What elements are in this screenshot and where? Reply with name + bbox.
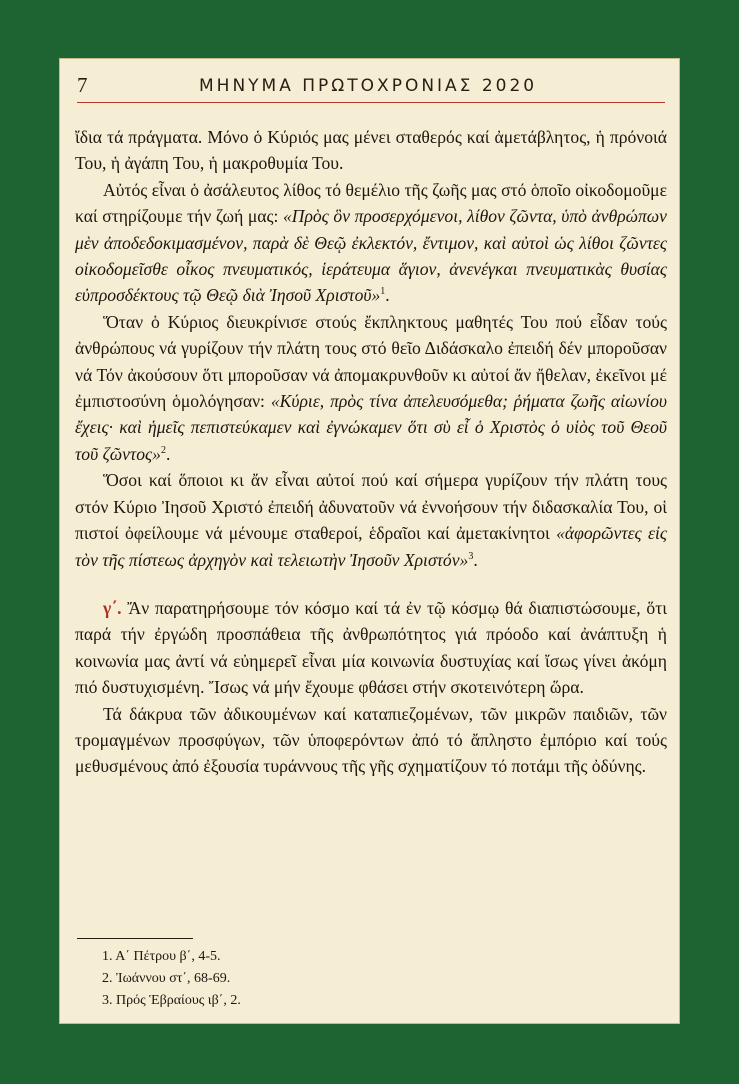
paragraph-1-text: ἴδια τά πράγματα. Μόνο ὁ Κύριός μας μένει σταθερός καί ἀμετάβλητος, ἡ πρόνοιά Του, ἡ ἀγάπη Του, ἡ μακροθυμία Του.: [75, 127, 667, 174]
paragraph-5-text: Ἄν παρατηρήσουμε τόν κόσμο καί τά ἐν τῷ κόσμῳ θά διαπιστώσουμε, ὅτι παρά τήν ἐργώδη προσπάθεια τῆς ἀνθρωπότητος γιά πρόοδο καί ἀνάπτυξη ἡ κοινωνία μας ἀντί νά εὐημερεῖ εἶναι μία κοινωνία δυστυχίας καί ἴσως γίνει ἀκόμη πιό δυστυχισμένη. Ἴσως νά μήν ἔχουμε φθάσει στήν σκοτεινότερη ὥρα.: [75, 597, 667, 698]
book-page: [59, 58, 680, 1024]
footnote-1: 1. Α΄ Πέτρου β΄, 4-5.: [102, 949, 221, 964]
paragraph-6: [75, 701, 667, 780]
running-title: ΜΗΝΥΜΑ ΠΡΩΤΟΧΡΟΝΙΑΣ 2020: [199, 76, 538, 96]
footnote-ref-1: 1: [380, 286, 386, 298]
paragraph-3-text: Ὅταν ὁ Κύριος διευκρίνισε στούς ἔκπληκτους μαθητές Του πού εἶδαν τούς ἀνθρώπους νά γυρίζουν τήν πλάτη τους στό θεῖο Διδάσκαλο ἐπειδή δέν μποροῦσαν νά Τόν ἀκούσουν ὅτι μποροῦσαν νά ἀπομακρυνθοῦν κι αὐτοί ἄν ἤθελαν, ἐκεῖνοι μέ ἐμπιστοσύνη ὁμολόγησαν:: [75, 311, 667, 412]
paragraph-1: [75, 124, 667, 177]
paragraph-2-text: Αὐτός εἶναι ὁ ἀσάλευτος λίθος τό θεμέλιο τῆς ζωῆς μας στό ὁποῖο οἰκοδομοῦμε καί στηρίζουμε τήν ζωή μας:: [75, 179, 667, 227]
paragraph-3-end: .: [165, 443, 171, 464]
page-body: [75, 124, 667, 780]
paragraph-3: [75, 309, 667, 467]
paragraph-6-text: Τά δάκρυα τῶν ἀδικουμένων καί καταπιεζομένων, τῶν μικρῶν παιδιῶν, τῶν τρομαγμένων προσφύγων, τῶν ὑποφερόντων ἀπό τό ἄπληστο ἐμπόριο καί τούς μεθυσμένους ἀπό ἐξουσία τυράννους τῆς γῆς σχηματίζουν τό ποτάμι τῆς ὀδύνης.: [75, 703, 667, 777]
paragraph-4-end: .: [473, 549, 478, 570]
paragraph-2: [75, 177, 667, 309]
footnote-ref-3: 3: [468, 550, 474, 562]
footnote-divider: [77, 938, 193, 939]
page-number: 7: [77, 73, 88, 97]
paragraph-4-text: Ὅσοι καί ὅποιοι κι ἄν εἶναι αὐτοί πού καί σήμερα γυρίζουν τήν πλάτη τους στόν Κύριο Ἰησοῦ Χριστό ἐπειδή ἀδυνατοῦν νά ἐννοήσουν τήν διδασκαλία Του, οἱ πιστοί ὀφείλουμε νά μένουμε σταθεροί, ἑδραῖοι καί ἀμετακίνητοι: [75, 470, 667, 544]
footnote-2: 2. Ἰωάννου στ΄, 68-69.: [102, 971, 231, 986]
section-marker: γ΄.: [103, 597, 122, 618]
footnotes: [102, 946, 241, 1012]
scripture-quote-2: «Κύριε, πρὸς τίνα ἀπελευσόμεθα; ῥήματα ζωῆς αἰωνίου ἔχεις· καὶ ἡμεῖς πεπιστεύκαμεν καὶ ἐγνώκαμεν ὅτι σὺ εἶ ὁ Χριστὸς ὁ υἱὸς τοῦ Θεοῦ τοῦ ζῶντος»: [75, 391, 667, 464]
paragraph-5: [75, 595, 667, 701]
footnote-3: 3. Πρός Ἑβραίους ιβ΄, 2.: [102, 993, 241, 1008]
page-header: [77, 72, 665, 103]
scripture-quote-1: «Πρὸς ὃν προσερχόμενοι, λίθον ζῶντα, ὑπὸ ἀνθρώπων μὲν ἀποδεδοκιμασμένον, παρὰ δὲ Θεῷ ἐκλεκτόν, ἔντιμον, καὶ αὐτοὶ ὡς λίθοι ζῶντες οἰκοδομεῖσθε οἶκος πνευματικός, ἱεράτευμα ἅγιον, ἀνενέγκαι πνευματικὰς θυσίας εὐπροσδέκτους τῷ Θεῷ διὰ Ἰησοῦ Χριστοῦ»: [75, 206, 667, 306]
footnote-ref-2: 2: [160, 445, 166, 457]
paragraph-4: [75, 467, 667, 573]
paragraph-2-end: .: [385, 285, 390, 306]
scripture-quote-3: «ἀφορῶντες εἰς τὸν τῆς πίστεως ἀρχηγὸν καὶ τελειωτὴν Ἰησοῦν Χριστόν»: [75, 523, 667, 570]
